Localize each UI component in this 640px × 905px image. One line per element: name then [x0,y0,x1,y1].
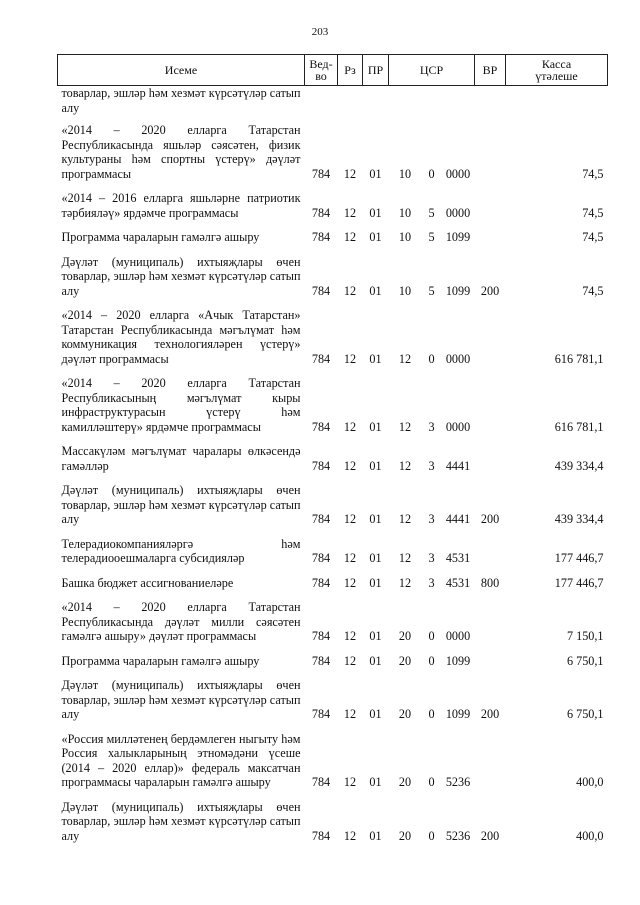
row-vr: 800 [480,575,500,590]
row-ved: 784 [311,512,331,526]
table-header-row [58,55,608,86]
row-csr-direction: 4441 [445,512,471,526]
table-row [58,574,608,593]
header-rz: Рз [338,55,363,86]
row-name: Дәүләт (муниципаль) ихтыяҗлары өчен товарлар, эшләр һәм хезмәт күрсәтүләр сатып алу [61,678,301,721]
row-csr-direction: 1099 [445,283,471,298]
row-pr: 01 [369,653,382,668]
row-pr: 01 [369,828,382,843]
row-vr [475,730,506,792]
row-rz: 12 [343,828,357,843]
row-csr-program: 20 [398,653,412,668]
budget-table [57,54,608,845]
row-amount: 6 750,1 [566,707,604,721]
row-csr-program: 20 [398,775,412,789]
row-rz: 12 [343,351,357,366]
row-ved: 784 [311,775,331,789]
row-ved: 784 [311,653,331,668]
row-csr-program: 12 [398,458,412,473]
table-row [58,306,608,368]
row-pr: 01 [369,205,382,220]
row-ved: 784 [311,828,331,843]
row-amount: 177 446,7 [554,575,604,590]
row-csr-program: 10 [398,283,412,298]
row-vr: 200 [480,707,500,721]
row-amount: 74,5 [582,166,604,181]
row-pr: 01 [369,283,382,298]
row-csr-program: 12 [398,551,412,565]
row-csr-subprogram: 0 [428,351,435,366]
row-csr-subprogram: 3 [428,458,435,473]
header-pr: ПР [363,55,389,86]
row-csr-direction: 5236 [445,828,471,843]
row-rz: 12 [343,629,357,643]
header-vr: ВР [475,55,506,86]
row-name: Дәүләт (муниципаль) ихтыяҗлары өчен товарлар, эшләр һәм хезмәт күрсәтүләр сатып алу [61,799,301,843]
row-vr [475,535,506,568]
row-amount: 616 781,1 [554,419,604,434]
row-csr-direction: 4531 [445,575,471,590]
row-amount: 7 150,1 [566,629,604,643]
row-rz: 12 [343,458,357,473]
row-csr-direction: 1099 [445,653,471,668]
row-amount: 439 334,4 [554,458,604,473]
row-csr-direction: 4441 [445,458,471,473]
row-pr: 01 [369,351,382,366]
row-pr: 01 [369,629,382,643]
table-row [58,676,608,724]
row-csr-subprogram: 0 [428,828,435,843]
row-vr [475,442,506,475]
row-vr [475,228,506,247]
row-amount: 400,0 [576,775,604,789]
row-pr: 01 [369,166,382,181]
row-amount: 74,5 [582,283,604,298]
row-ved: 784 [311,707,331,721]
table-row [58,598,608,646]
row-ved: 784 [311,166,331,181]
row-name: «2014 – 2020 елларга Татарстан Республикасының мәгълүмат кыры инфраструктурасын үстерү һәм камилләштерү» ярдәмче программасы [61,376,301,434]
table-row [58,374,608,436]
row-rz: 12 [343,707,357,721]
row-pr: 01 [369,458,382,473]
table-row [58,253,608,301]
row-csr-subprogram: 0 [428,166,435,181]
row-amount: 74,5 [582,205,604,220]
table-row [58,652,608,671]
row-csr-program: 12 [398,351,412,366]
row-name: Программа чараларын гамәлгә ашыру [61,653,260,668]
row-pr: 01 [369,551,382,565]
row-vr: 200 [480,828,500,843]
continuation-text: товарлар, эшләр һәм хезмәт күрсәтүләр сатып алу [61,86,301,115]
row-csr-direction: 0000 [445,205,471,220]
row-ved: 784 [311,419,331,434]
row-ved: 784 [311,283,331,298]
row-amount: 6 750,1 [566,653,604,668]
row-ved: 784 [311,629,331,643]
row-csr-subprogram: 5 [428,205,435,220]
row-pr: 01 [369,775,382,789]
row-csr-subprogram: 0 [428,775,435,789]
row-amount: 616 781,1 [554,351,604,366]
row-name: «2014 – 2020 елларга Татарстан Республикасында дәүләт милли сәясәтен гамәлгә ашыру» дәүләт программасы [61,600,301,643]
row-amount: 400,0 [576,828,604,843]
row-vr [475,374,506,436]
row-name: Телерадиокомпанияләргә һәм телерадиооешмаларга субсидияләр [61,536,301,565]
table-row [58,535,608,568]
row-vr [475,652,506,671]
row-csr-program: 12 [398,512,412,526]
row-csr-subprogram: 3 [428,419,435,434]
row-csr-program: 20 [398,629,412,643]
row-name: «Россия милләтенең бердәмлеген ныгыту һәм Россия халыкларының этномәдәни үсеше (2014 – 2020 еллар)» федераль максатчан программасы чараларын гамәлгә ашыру [61,731,301,789]
table-row [58,189,608,222]
row-csr-direction: 0000 [445,629,471,643]
row-vr [475,121,506,183]
row-vr [475,598,506,646]
row-csr-direction: 4531 [445,551,471,565]
row-name: Массакүләм мәгълүмат чаралары өлкәсендә гамәлләр [61,444,301,473]
row-rz: 12 [343,283,357,298]
header-kassa: Касса үтәлеше [506,55,608,86]
row-csr-program: 12 [398,575,412,590]
row-csr-subprogram: 3 [428,575,435,590]
row-vr [475,189,506,222]
row-pr: 01 [369,512,382,526]
table-row [58,798,608,846]
row-ved: 784 [311,205,331,220]
row-ved: 784 [311,458,331,473]
row-csr-program: 10 [398,230,412,244]
row-rz: 12 [343,205,357,220]
row-vr [475,306,506,368]
row-pr: 01 [369,707,382,721]
row-rz: 12 [343,512,357,526]
row-name: «2014 – 2020 елларга «Ачык Татарстан» Татарстан Республикасында мәгълүмат һәм коммуникация технологияләрен үстерү» дәүләт программасы [61,308,301,366]
row-csr-subprogram: 3 [428,551,435,565]
row-rz: 12 [343,575,357,590]
row-csr-direction: 5236 [445,775,471,789]
table-row [58,228,608,247]
row-vr: 200 [480,283,500,298]
page-number: 203 [311,26,329,38]
header-ved: Вед- во [305,55,338,86]
table-row [58,481,608,529]
row-ved: 784 [311,230,331,244]
table-row [58,730,608,792]
row-vr: 200 [480,512,500,526]
row-csr-program: 10 [398,205,412,220]
header-csr: ЦСР [389,55,475,86]
row-pr: 01 [369,230,382,244]
table-row [58,121,608,183]
row-ved: 784 [311,575,331,590]
row-csr-direction: 0000 [445,419,471,434]
row-csr-subprogram: 0 [428,653,435,668]
row-pr: 01 [369,419,382,434]
row-csr-direction: 0000 [445,351,471,366]
row-name: Дәүләт (муниципаль) ихтыяҗлары өчен товарлар, эшләр һәм хезмәт күрсәтүләр сатып алу [61,254,301,298]
row-csr-program: 20 [398,828,412,843]
row-csr-subprogram: 3 [428,512,435,526]
row-ved: 784 [311,351,331,366]
row-csr-subprogram: 0 [428,629,435,643]
row-csr-program: 20 [398,707,412,721]
row-csr-subprogram: 5 [428,283,435,298]
row-rz: 12 [343,166,357,181]
row-amount: 177 446,7 [554,551,604,565]
table-row [58,442,608,475]
row-rz: 12 [343,653,357,668]
row-csr-program: 12 [398,419,412,434]
row-name: Программа чараларын гамәлгә ашыру [61,230,260,244]
row-csr-subprogram: 5 [428,230,435,244]
row-csr-program: 10 [398,166,412,181]
row-amount: 439 334,4 [554,512,604,526]
header-name: Исеме [58,55,305,86]
row-amount: 74,5 [582,230,604,244]
row-name: «2014 – 2016 елларга яшьләрне патриотик тәрбияләү» ярдәмче программасы [61,191,301,220]
row-csr-direction: 1099 [445,707,471,721]
row-name: Башка бюджет ассигнованиеләре [61,575,234,590]
row-name: «2014 – 2020 елларга Татарстан Республикасында яшьләр сәясәтен, физик культураны һәм спортны үстерү» дәүләт программасы [61,123,301,181]
row-pr: 01 [369,575,382,590]
row-csr-direction: 0000 [445,166,471,181]
row-ved: 784 [311,551,331,565]
row-csr-direction: 1099 [445,230,471,244]
row-rz: 12 [343,230,357,244]
row-name: Дәүләт (муниципаль) ихтыяҗлары өчен товарлар, эшләр һәм хезмәт күрсәтүләр сатып алу [61,483,301,526]
row-rz: 12 [343,419,357,434]
row-rz: 12 [343,551,357,565]
continuation-row [58,86,608,116]
row-rz: 12 [343,775,357,789]
row-csr-subprogram: 0 [428,707,435,721]
